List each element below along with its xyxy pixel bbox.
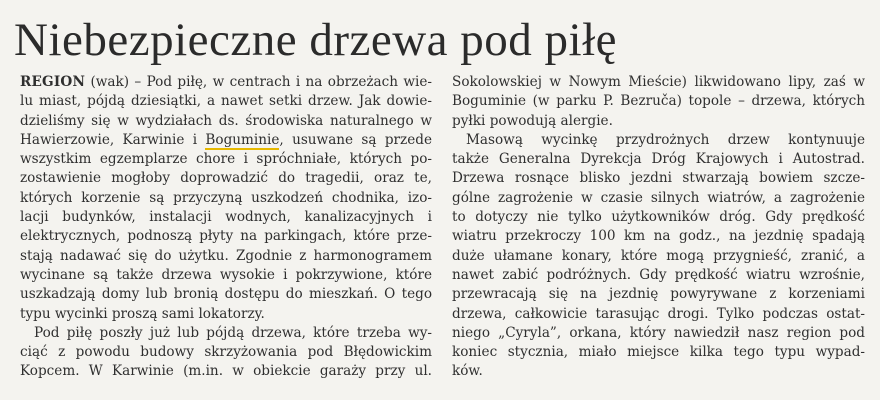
text-line: Masową wycinkę przydrożnych drzew kontynuuje (466, 131, 865, 148)
text-line: Pod piłę poszły już lub pójdą drzewa, które trzeba wy- (34, 324, 432, 341)
text-line: pyłki powodują alergie. (452, 112, 613, 129)
text-line: Boguminie (w parku P. Bezruča) topole – drzewa, których (452, 93, 865, 110)
text-line: których korzenie są przyczyną uszkodzeń chodnika, izo- (20, 189, 432, 206)
highlighted-word: Boguminie (205, 131, 280, 148)
region-label: REGION (20, 74, 86, 90)
text-line: ciąć z powodu budowy skrzyżowania pod Błędowickim (20, 344, 432, 361)
text-line: także Generalna Dyrekcja Dróg Krajowych i Autostrad. (452, 151, 865, 168)
right-column (452, 73, 865, 382)
text-line: Sokolowskiej w Nowym Mieście) likwidowano lipy, zaś w (452, 74, 865, 90)
text-line: uszkadzają domy lub bronią dostępu do mieszkań. O tego (20, 286, 432, 303)
text-line: wycinane są także drzewa wysokie i pokrzywione, które (20, 266, 432, 283)
text-line: Drzewa rosnące blisko jezdni stwarzają bowiem szcze- (452, 170, 865, 187)
text-line (20, 131, 432, 150)
text-line: wiatru przekroczy 100 km na godz., na jezdnię spadają (452, 228, 865, 245)
text-line: wszystkim egzemplarze chore i spróchniałe, których po- (20, 151, 432, 168)
text-fragment: (wak) – Pod piłę, w centrach i na obrzeżach wie- (85, 74, 432, 90)
text-fragment: Hawierzowie, Karwinie i (20, 131, 206, 148)
text-line: niego „Cyryla”, orkana, który nawiedził nasz region pod (452, 324, 865, 341)
text-line: koniec stycznia, miało miejsce kilka tego typu wypad- (452, 344, 865, 361)
text-line: nawet zabić podróżnych. Gdy prędkość wiatru wzrośnie, (452, 266, 865, 283)
text-line: Kopcem. W Karwinie (m.in. w obiekcie garaży przy ul. (20, 363, 432, 380)
text-line: to dotyczy nie tylko użytkowników dróg. Gdy prędkość (452, 209, 865, 226)
text-line: zostawienie mogłoby doprowadzić do tragedii, oraz te, (20, 170, 432, 187)
text-line: elektrycznych, podnoszą płyty na parkingach, które prze- (20, 228, 432, 245)
text-line: typu wycinki proszą sami lokatorzy. (20, 305, 265, 322)
text-fragment: , usuwane są przede (279, 131, 432, 148)
text-line: dzieliśmy się w wydziałach ds. środowiska naturalnego w (20, 112, 432, 129)
text-line: duże ułamane konary, które mogą przygnieść, zranić, a (452, 247, 865, 264)
text-line (20, 73, 432, 92)
text-line: przewracają się na jezdnię powyrywane z korzeniami (452, 286, 865, 303)
left-column (20, 73, 432, 382)
text-line: gólne zagrożenie w czasie silnych wiatrów, a zagrożenie (452, 189, 865, 206)
article-headline: Niebezpieczne drzewa pod piłę (14, 14, 617, 66)
text-line: lacji budynków, instalacji wodnych, kanalizacyjnych i (20, 209, 432, 226)
text-line: drzewa, całkowicie tarasując drogi. Tylko podczas ostat- (452, 305, 865, 322)
text-line: ków. (452, 363, 483, 380)
text-line: lu miast, pójdą dziesiątki, a nawet setki drzew. Jak dowie- (20, 93, 432, 110)
text-line: stają nadawać się do użytku. Zgodnie z harmonogramem (20, 247, 432, 264)
